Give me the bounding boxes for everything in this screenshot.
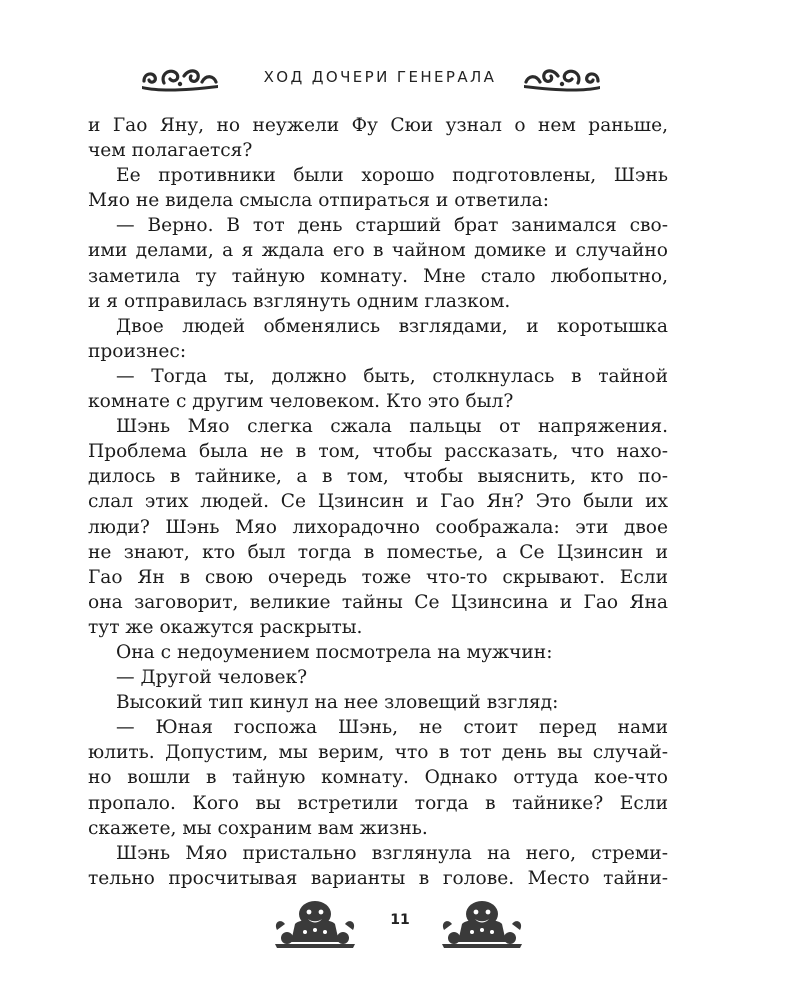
text-line: но вошли в тайную комнату. Однако оттуда кое-что [88, 767, 668, 789]
text-line: заметила ту тайную комнату. Мне стало любопытно, [88, 265, 668, 287]
text-line: Она с недоумением посмотрела на мужчин: [116, 641, 553, 663]
text-line: комнате с другим человеком. Кто это был? [88, 391, 514, 413]
text-line: произнес: [88, 340, 187, 362]
text-line: — Тогда ты, должно быть, столкнулась в тайной [116, 365, 668, 387]
text-line: Двое людей обменялись взглядами, и коротышка [116, 315, 668, 337]
text-line: скажете, мы сохраним вам жизнь. [88, 817, 428, 839]
body-text [88, 113, 668, 891]
guardian-lion-right-icon [432, 900, 532, 948]
cloud-scroll-ornament-right-icon [522, 64, 602, 92]
text-line: люди? Шэнь Мяо лихорадочно соображала: эти двое [88, 516, 668, 538]
text-line: ими делами, а я ждала его в чайном домике и случайно [88, 240, 668, 262]
text-line: дилось в тайнике, а в том, чтобы выяснить, кто по- [88, 466, 668, 488]
text-line: Ее противники были хорошо подготовлены, Шэнь [116, 165, 668, 187]
text-line: Мяо не видела смысла отпираться и ответила: [88, 190, 550, 212]
text-line: Шэнь Мяо пристально взглянула на него, стреми- [116, 842, 668, 864]
running-title: ХОД ДОЧЕРИ ГЕНЕРАЛА [263, 68, 497, 86]
text-line: чем полагается? [88, 140, 253, 162]
text-line: Шэнь Мяо слегка сжала пальцы от напряжения. [116, 416, 668, 438]
text-line: — Другой человек? [116, 667, 308, 689]
text-line: пропало. Кого вы встретили тогда в тайнике? Если [88, 792, 668, 814]
text-line: и Гао Яну, но неужели Фу Сюи узнал о нем раньше, [88, 115, 668, 136]
text-line: тельно просчитывая варианты в голове. Место тайни- [88, 867, 668, 889]
text-line: она заговорит, великие тайны Се Цзинсина и Гао Яна [88, 591, 668, 613]
running-header [0, 60, 800, 100]
text-line: слал этих людей. Се Цзинсин и Гао Ян? Это были их [88, 491, 668, 513]
text-line: Гао Ян в свою очередь тоже что-то скрывают. Если [88, 566, 668, 588]
page-footer [0, 900, 800, 950]
text-line: — Юная госпожа Шэнь, не стоит перед нами [116, 717, 668, 739]
page-number: 11 [390, 912, 410, 928]
text-line: тут же окажутся раскрыты. [88, 616, 363, 638]
text-line: — Верно. В тот день старший брат занимался сво- [116, 215, 668, 237]
text-line: Проблема была не в том, чтобы рассказать, что нахо- [88, 441, 668, 463]
text-line: и я отправилась взглянуть одним глазком. [88, 290, 511, 312]
cloud-scroll-ornament-left-icon [140, 64, 220, 92]
text-line: не знают, кто был тогда в поместье, а Се Цзинсин и [88, 541, 668, 563]
text-line: юлить. Допустим, мы верим, что в тот день вы случай- [88, 742, 668, 764]
text-line: Высокий тип кинул на нее зловещий взгляд: [116, 692, 559, 714]
